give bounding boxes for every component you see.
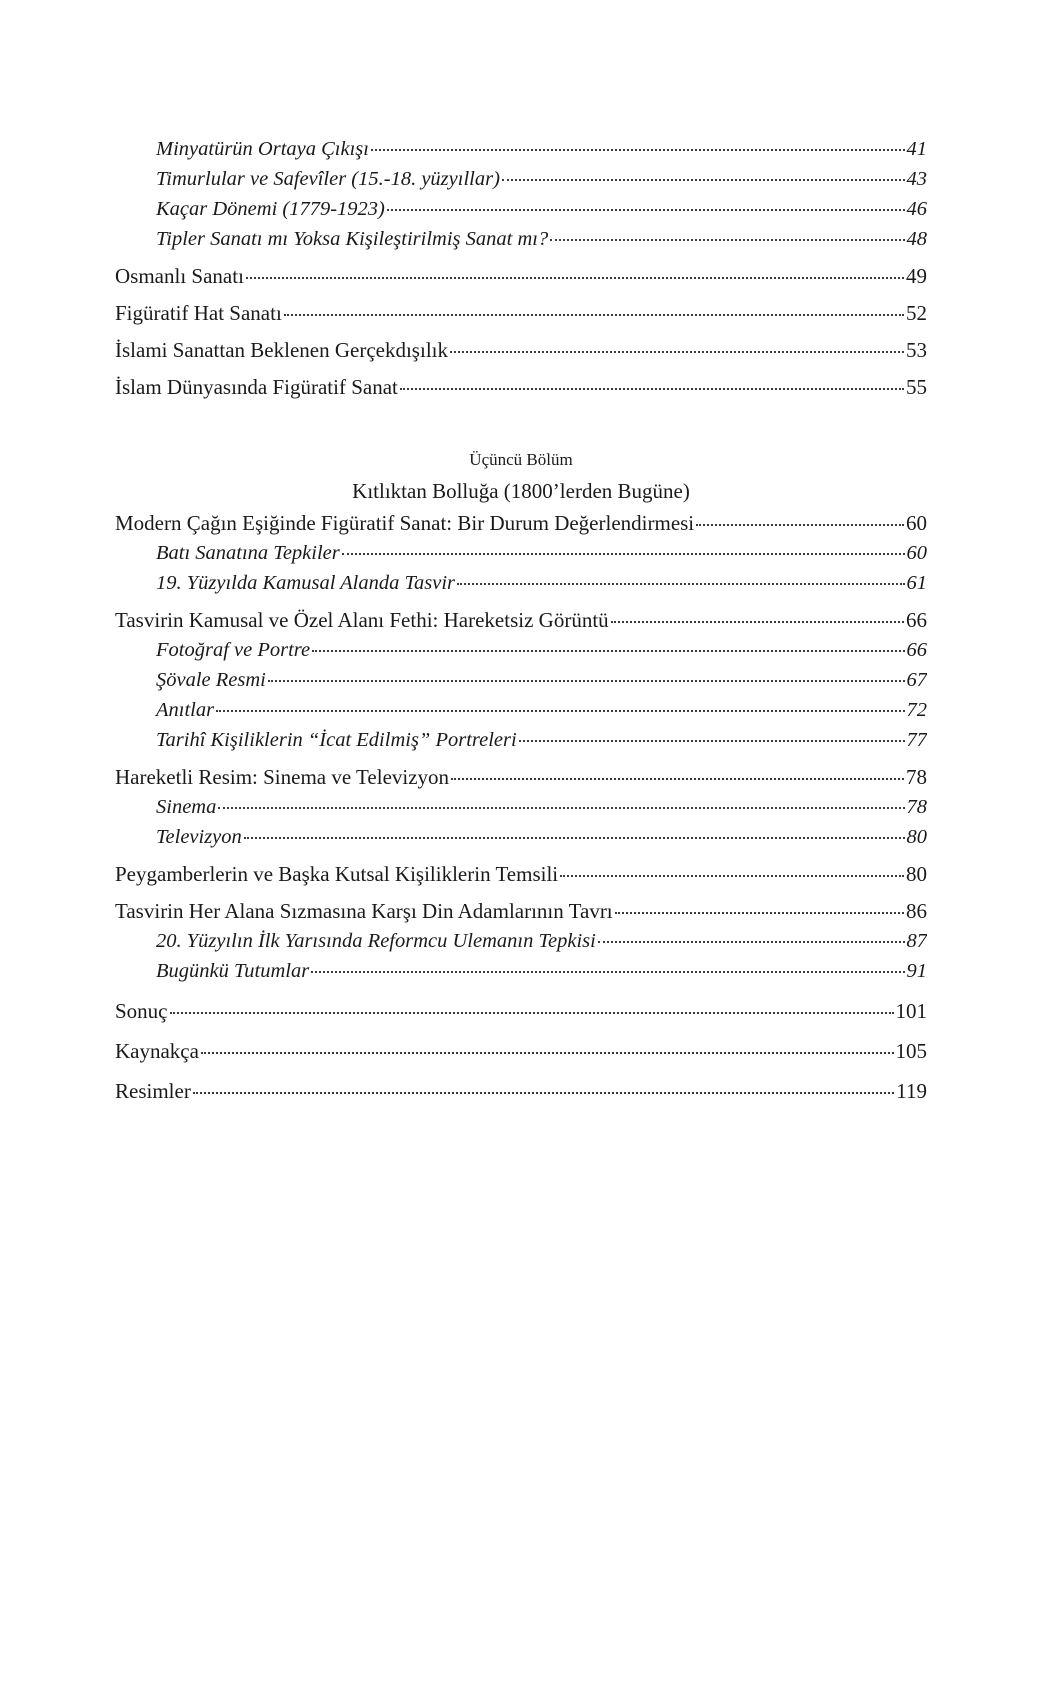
- toc-page-number: 80: [906, 826, 927, 848]
- toc-page-number: 43: [906, 168, 927, 190]
- toc-entries-chapter-3: [115, 508, 927, 1106]
- toc-entry-title: Peygamberlerin ve Başka Kutsal Kişiliklerin Temsili: [115, 862, 559, 886]
- toc-leader-dots: [387, 209, 905, 211]
- toc-entry-title: Fotoğraf ve Portre: [156, 639, 311, 661]
- toc-subentry[interactable]: [115, 822, 927, 852]
- toc-entry-title: Kaçar Dönemi (1779-1923): [156, 198, 385, 220]
- toc-entry[interactable]: [115, 372, 927, 402]
- toc-leader-dots: [312, 650, 904, 652]
- toc-page-number: 66: [906, 639, 927, 661]
- toc-leader-dots: [400, 388, 904, 390]
- toc-subentry[interactable]: [115, 695, 927, 725]
- toc-entry-title: Figüratif Hat Sanatı: [115, 301, 282, 325]
- toc-entry-title: Tasvirin Kamusal ve Özel Alanı Fethi: Hareketsiz Görüntü: [115, 608, 609, 632]
- toc-entry-title: 20. Yüzyılın İlk Yarısında Reformcu Ulemanın Tepkisi: [156, 930, 596, 952]
- toc-entry-title: İslam Dünyasında Figüratif Sanat: [115, 375, 398, 399]
- toc-entry[interactable]: [115, 762, 927, 792]
- toc-leader-dots: [451, 778, 904, 780]
- toc-leader-dots: [244, 837, 905, 839]
- toc-page-number: 78: [906, 765, 927, 789]
- toc-leader-dots: [193, 1092, 894, 1094]
- toc-entry-title: Tipler Sanatı mı Yoksa Kişileştirilmiş Sanat mı?: [156, 228, 549, 250]
- toc-entry[interactable]: [115, 996, 927, 1026]
- toc-page-number: 48: [906, 228, 927, 250]
- toc-entry[interactable]: [115, 508, 927, 538]
- toc-page-number: 53: [906, 338, 927, 362]
- toc-leader-dots: [550, 239, 904, 241]
- toc-page-number: 78: [906, 796, 927, 818]
- toc-subentry[interactable]: [115, 926, 927, 956]
- toc-subentry[interactable]: [115, 194, 927, 224]
- toc-entry-title: Şövale Resmi: [156, 669, 266, 691]
- toc-page-number: 101: [895, 999, 927, 1023]
- toc-leader-dots: [371, 149, 905, 151]
- toc-page-number: 60: [906, 542, 927, 564]
- toc-page-number: 80: [906, 862, 927, 886]
- toc-section-lower: [115, 449, 927, 1106]
- toc-leader-dots: [268, 680, 905, 682]
- toc-subentry[interactable]: [115, 538, 927, 568]
- toc-page-number: 61: [906, 572, 927, 594]
- toc-entry-title: Modern Çağın Eşiğinde Figüratif Sanat: Bir Durum Değerlendirmesi: [115, 511, 695, 535]
- toc-subentry[interactable]: [115, 665, 927, 695]
- toc-leader-dots: [598, 941, 905, 943]
- toc-subentry[interactable]: [115, 725, 927, 755]
- toc-leader-dots: [218, 807, 904, 809]
- toc-entry-title: 19. Yüzyılda Kamusal Alanda Tasvir: [156, 572, 456, 594]
- toc-subentry[interactable]: [115, 224, 927, 254]
- toc-entry-title: Sinema: [156, 796, 217, 818]
- toc-leader-dots: [216, 710, 904, 712]
- toc-page-number: 72: [906, 699, 927, 721]
- toc-entry[interactable]: [115, 261, 927, 291]
- toc-entry-title: Resimler: [115, 1079, 191, 1103]
- toc-entry-title: Hareketli Resim: Sinema ve Televizyon: [115, 765, 450, 789]
- toc-entry-title: Kaynakça: [115, 1039, 199, 1063]
- toc-subentry[interactable]: [115, 568, 927, 598]
- toc-leader-dots: [170, 1012, 894, 1014]
- toc-leader-dots: [696, 524, 904, 526]
- toc-entry-title: Tasvirin Her Alana Sızmasına Karşı Din Adamlarının Tavrı: [115, 899, 613, 923]
- toc-subentry[interactable]: [115, 792, 927, 822]
- toc-entry[interactable]: [115, 335, 927, 365]
- toc-page-number: 105: [895, 1039, 927, 1063]
- toc-subentry[interactable]: [115, 956, 927, 986]
- toc-section-upper: [115, 134, 927, 402]
- toc-page-number: 55: [906, 375, 927, 399]
- toc-entry-title: Minyatürün Ortaya Çıkışı: [156, 138, 369, 160]
- toc-entry-title: İslami Sanattan Beklenen Gerçekdışılık: [115, 338, 448, 362]
- toc-entry-title: Sonuç: [115, 999, 168, 1023]
- toc-leader-dots: [502, 179, 905, 181]
- toc-entry-title: Anıtlar: [156, 699, 215, 721]
- toc-entry-title: Televizyon: [156, 826, 242, 848]
- toc-leader-dots: [342, 553, 905, 555]
- toc-page-number: 91: [906, 960, 927, 982]
- toc-leader-dots: [457, 583, 904, 585]
- toc-page-number: 46: [906, 198, 927, 220]
- toc-entry-title: Osmanlı Sanatı: [115, 264, 244, 288]
- toc-leader-dots: [560, 875, 904, 877]
- toc-entry[interactable]: [115, 298, 927, 328]
- toc-page-number: 52: [906, 301, 927, 325]
- toc-entry[interactable]: [115, 605, 927, 635]
- toc-leader-dots: [611, 621, 904, 623]
- toc-entry[interactable]: [115, 896, 927, 926]
- toc-page-number: 49: [906, 264, 927, 288]
- chapter-title: Kıtlıktan Bolluğa (1800’lerden Bugüne): [352, 479, 690, 503]
- toc-subentry[interactable]: [115, 164, 927, 194]
- toc-subentry[interactable]: [115, 635, 927, 665]
- toc-leader-dots: [450, 351, 904, 353]
- toc-subentry[interactable]: [115, 134, 927, 164]
- toc-page-number: 86: [906, 899, 927, 923]
- toc-entry[interactable]: [115, 1076, 927, 1106]
- toc-page-number: 119: [896, 1079, 927, 1103]
- toc-leader-dots: [201, 1052, 894, 1054]
- toc-entry[interactable]: [115, 1036, 927, 1066]
- toc-leader-dots: [615, 912, 904, 914]
- toc-leader-dots: [311, 971, 904, 973]
- toc-page-number: 60: [906, 511, 927, 535]
- toc-entry-title: Timurlular ve Safevîler (15.-18. yüzyıllar): [156, 168, 500, 190]
- toc-page-number: 67: [906, 669, 927, 691]
- toc-leader-dots: [519, 740, 905, 742]
- toc-entry-title: Bugünkü Tutumlar: [156, 960, 310, 982]
- toc-page-number: 41: [906, 138, 927, 160]
- chapter-label: Üçüncü Bölüm: [469, 450, 573, 469]
- toc-entry-title: Tarihî Kişiliklerin “İcat Edilmiş” Portreleri: [156, 729, 517, 751]
- toc-entry-title: Batı Sanatına Tepkiler: [156, 542, 340, 564]
- toc-leader-dots: [246, 277, 904, 279]
- toc-entry[interactable]: [115, 859, 927, 889]
- toc-page-number: 66: [906, 608, 927, 632]
- toc-page-number: 87: [906, 930, 927, 952]
- toc-page-number: 77: [906, 729, 927, 751]
- toc-leader-dots: [284, 314, 904, 316]
